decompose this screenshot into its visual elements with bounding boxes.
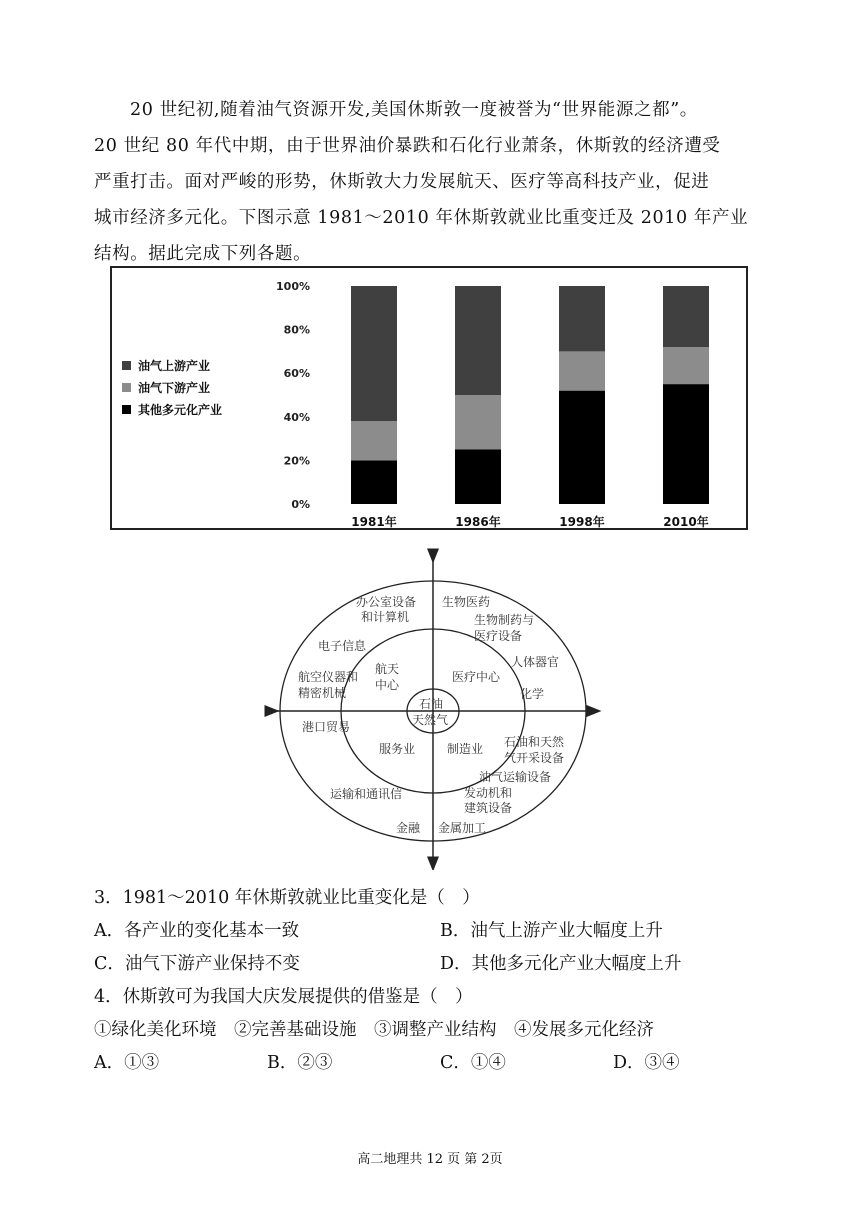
x-tick-label: 1981年 bbox=[351, 515, 397, 528]
bar-segment bbox=[663, 286, 709, 347]
aerospace-label-1: 航天 bbox=[375, 662, 400, 676]
bar-segment bbox=[351, 460, 397, 504]
diagram-canvas bbox=[262, 548, 602, 870]
manufacturing-label: 制造业 bbox=[447, 742, 484, 756]
avionics-label-2: 精密机械 bbox=[298, 686, 347, 700]
avionics-label-1: 航空仪器和 bbox=[298, 670, 359, 684]
q4-option-d: D．③④ bbox=[613, 1053, 680, 1073]
engines-label-2: 建筑设备 bbox=[464, 801, 513, 815]
medical-center-label: 医疗中心 bbox=[452, 670, 501, 684]
chemistry-label: 化学 bbox=[520, 687, 545, 701]
q4-option-b: B．②③ bbox=[267, 1053, 333, 1073]
intro-line-4: 城市经济多元化。下图示意 1981～2010 年休斯敦就业比重变迁及 2010 年产业 bbox=[94, 208, 749, 228]
q4-stem: 4．休斯敦可为我国大庆发展提供的借鉴是（ ） bbox=[94, 987, 473, 1007]
y-tick-label: 20% bbox=[283, 454, 310, 468]
oil-gas-transport-label: 油气运输设备 bbox=[479, 770, 552, 784]
bar-segment bbox=[663, 347, 709, 384]
legend-swatch bbox=[122, 383, 131, 392]
human-organs-label: 人体器官 bbox=[511, 655, 560, 669]
y-tick-label: 0% bbox=[291, 498, 310, 511]
biopharma-label-2: 医疗设备 bbox=[474, 629, 523, 643]
q4-option-c: C．①④ bbox=[440, 1053, 506, 1073]
oil-gas-equipment-label-1: 石油和天然 bbox=[504, 735, 565, 749]
y-tick-label: 100% bbox=[276, 280, 310, 293]
q3-option-b: B．油气上游产业大幅度上升 bbox=[440, 921, 663, 941]
x-tick-label: 2010年 bbox=[663, 515, 709, 528]
bar-segment bbox=[351, 286, 397, 421]
office-label-2: 和计算机 bbox=[361, 610, 410, 624]
bar-segment bbox=[559, 351, 605, 390]
transport-comm-label: 运输和通讯信 bbox=[330, 787, 403, 801]
q4-items: ①绿化美化环境 ②完善基础设施 ③调整产业结构 ④发展多元化经济 bbox=[94, 1020, 654, 1040]
bar-segment bbox=[663, 384, 709, 504]
finance-label: 金融 bbox=[396, 821, 421, 835]
bar-segment bbox=[455, 450, 501, 505]
q3-option-c: C．油气下游产业保持不变 bbox=[94, 954, 300, 974]
center-label-2: 天然气 bbox=[412, 713, 449, 727]
engines-label-1: 发动机和 bbox=[464, 786, 513, 800]
port-trade-label: 港口贸易 bbox=[302, 720, 351, 734]
services-label: 服务业 bbox=[379, 742, 416, 756]
page-footer: 高二地理共 12 页 第 2页 bbox=[357, 1152, 503, 1167]
y-tick-label: 80% bbox=[283, 323, 310, 337]
employment-share-chart bbox=[110, 266, 748, 530]
intro-paragraph bbox=[94, 92, 774, 272]
legend-swatch bbox=[122, 361, 131, 370]
intro-line-3: 严重打击。面对严峻的形势，休斯敦大力发展航天、医疗等高科技产业，促进 bbox=[94, 172, 710, 192]
q3-option-d: D．其他多元化产业大幅度上升 bbox=[440, 954, 682, 974]
center-label-1: 石油 bbox=[419, 697, 444, 711]
bar-segment bbox=[559, 286, 605, 351]
q3-option-a: A．各产业的变化基本一致 bbox=[94, 921, 300, 941]
aerospace-label-2: 中心 bbox=[375, 678, 400, 692]
legend-label: 油气下游产业 bbox=[138, 381, 211, 395]
x-tick-label: 1998年 bbox=[559, 515, 605, 528]
bar-segment bbox=[351, 421, 397, 460]
legend-swatch bbox=[122, 405, 131, 414]
industry-structure-diagram bbox=[262, 548, 602, 874]
office-label-1: 办公室设备 bbox=[356, 595, 417, 609]
intro-line-2: 20 世纪 80 年代中期，由于世界油价暴跌和石化行业萧条，休斯敦的经济遭受 bbox=[94, 136, 721, 156]
x-tick-label: 1986年 bbox=[455, 515, 501, 528]
y-tick-label: 40% bbox=[283, 410, 310, 424]
bar-segment bbox=[559, 391, 605, 504]
y-tick-label: 60% bbox=[283, 367, 310, 381]
biomed-label: 生物医药 bbox=[442, 595, 491, 609]
bar-segment bbox=[455, 286, 501, 395]
legend-label: 其他多元化产业 bbox=[138, 403, 223, 417]
intro-line-1: 20 世纪初,随着油气资源开发,美国休斯敦一度被誉为“世界能源之都”。 bbox=[130, 100, 698, 120]
intro-line-5: 结构。据此完成下列各题。 bbox=[94, 244, 312, 264]
q4-option-a: A．①③ bbox=[94, 1053, 160, 1073]
q3-stem: 3．1981～2010 年休斯敦就业比重变化是（ ） bbox=[94, 888, 480, 908]
oil-gas-equipment-label-2: 气开采设备 bbox=[504, 751, 565, 765]
bar-segment bbox=[455, 395, 501, 450]
legend-label: 油气上游产业 bbox=[138, 359, 211, 373]
chart-canvas bbox=[112, 268, 746, 528]
biopharma-label-1: 生物制药与 bbox=[474, 613, 535, 627]
metal-label: 金属加工 bbox=[438, 821, 487, 835]
electronics-label: 电子信息 bbox=[318, 639, 367, 653]
